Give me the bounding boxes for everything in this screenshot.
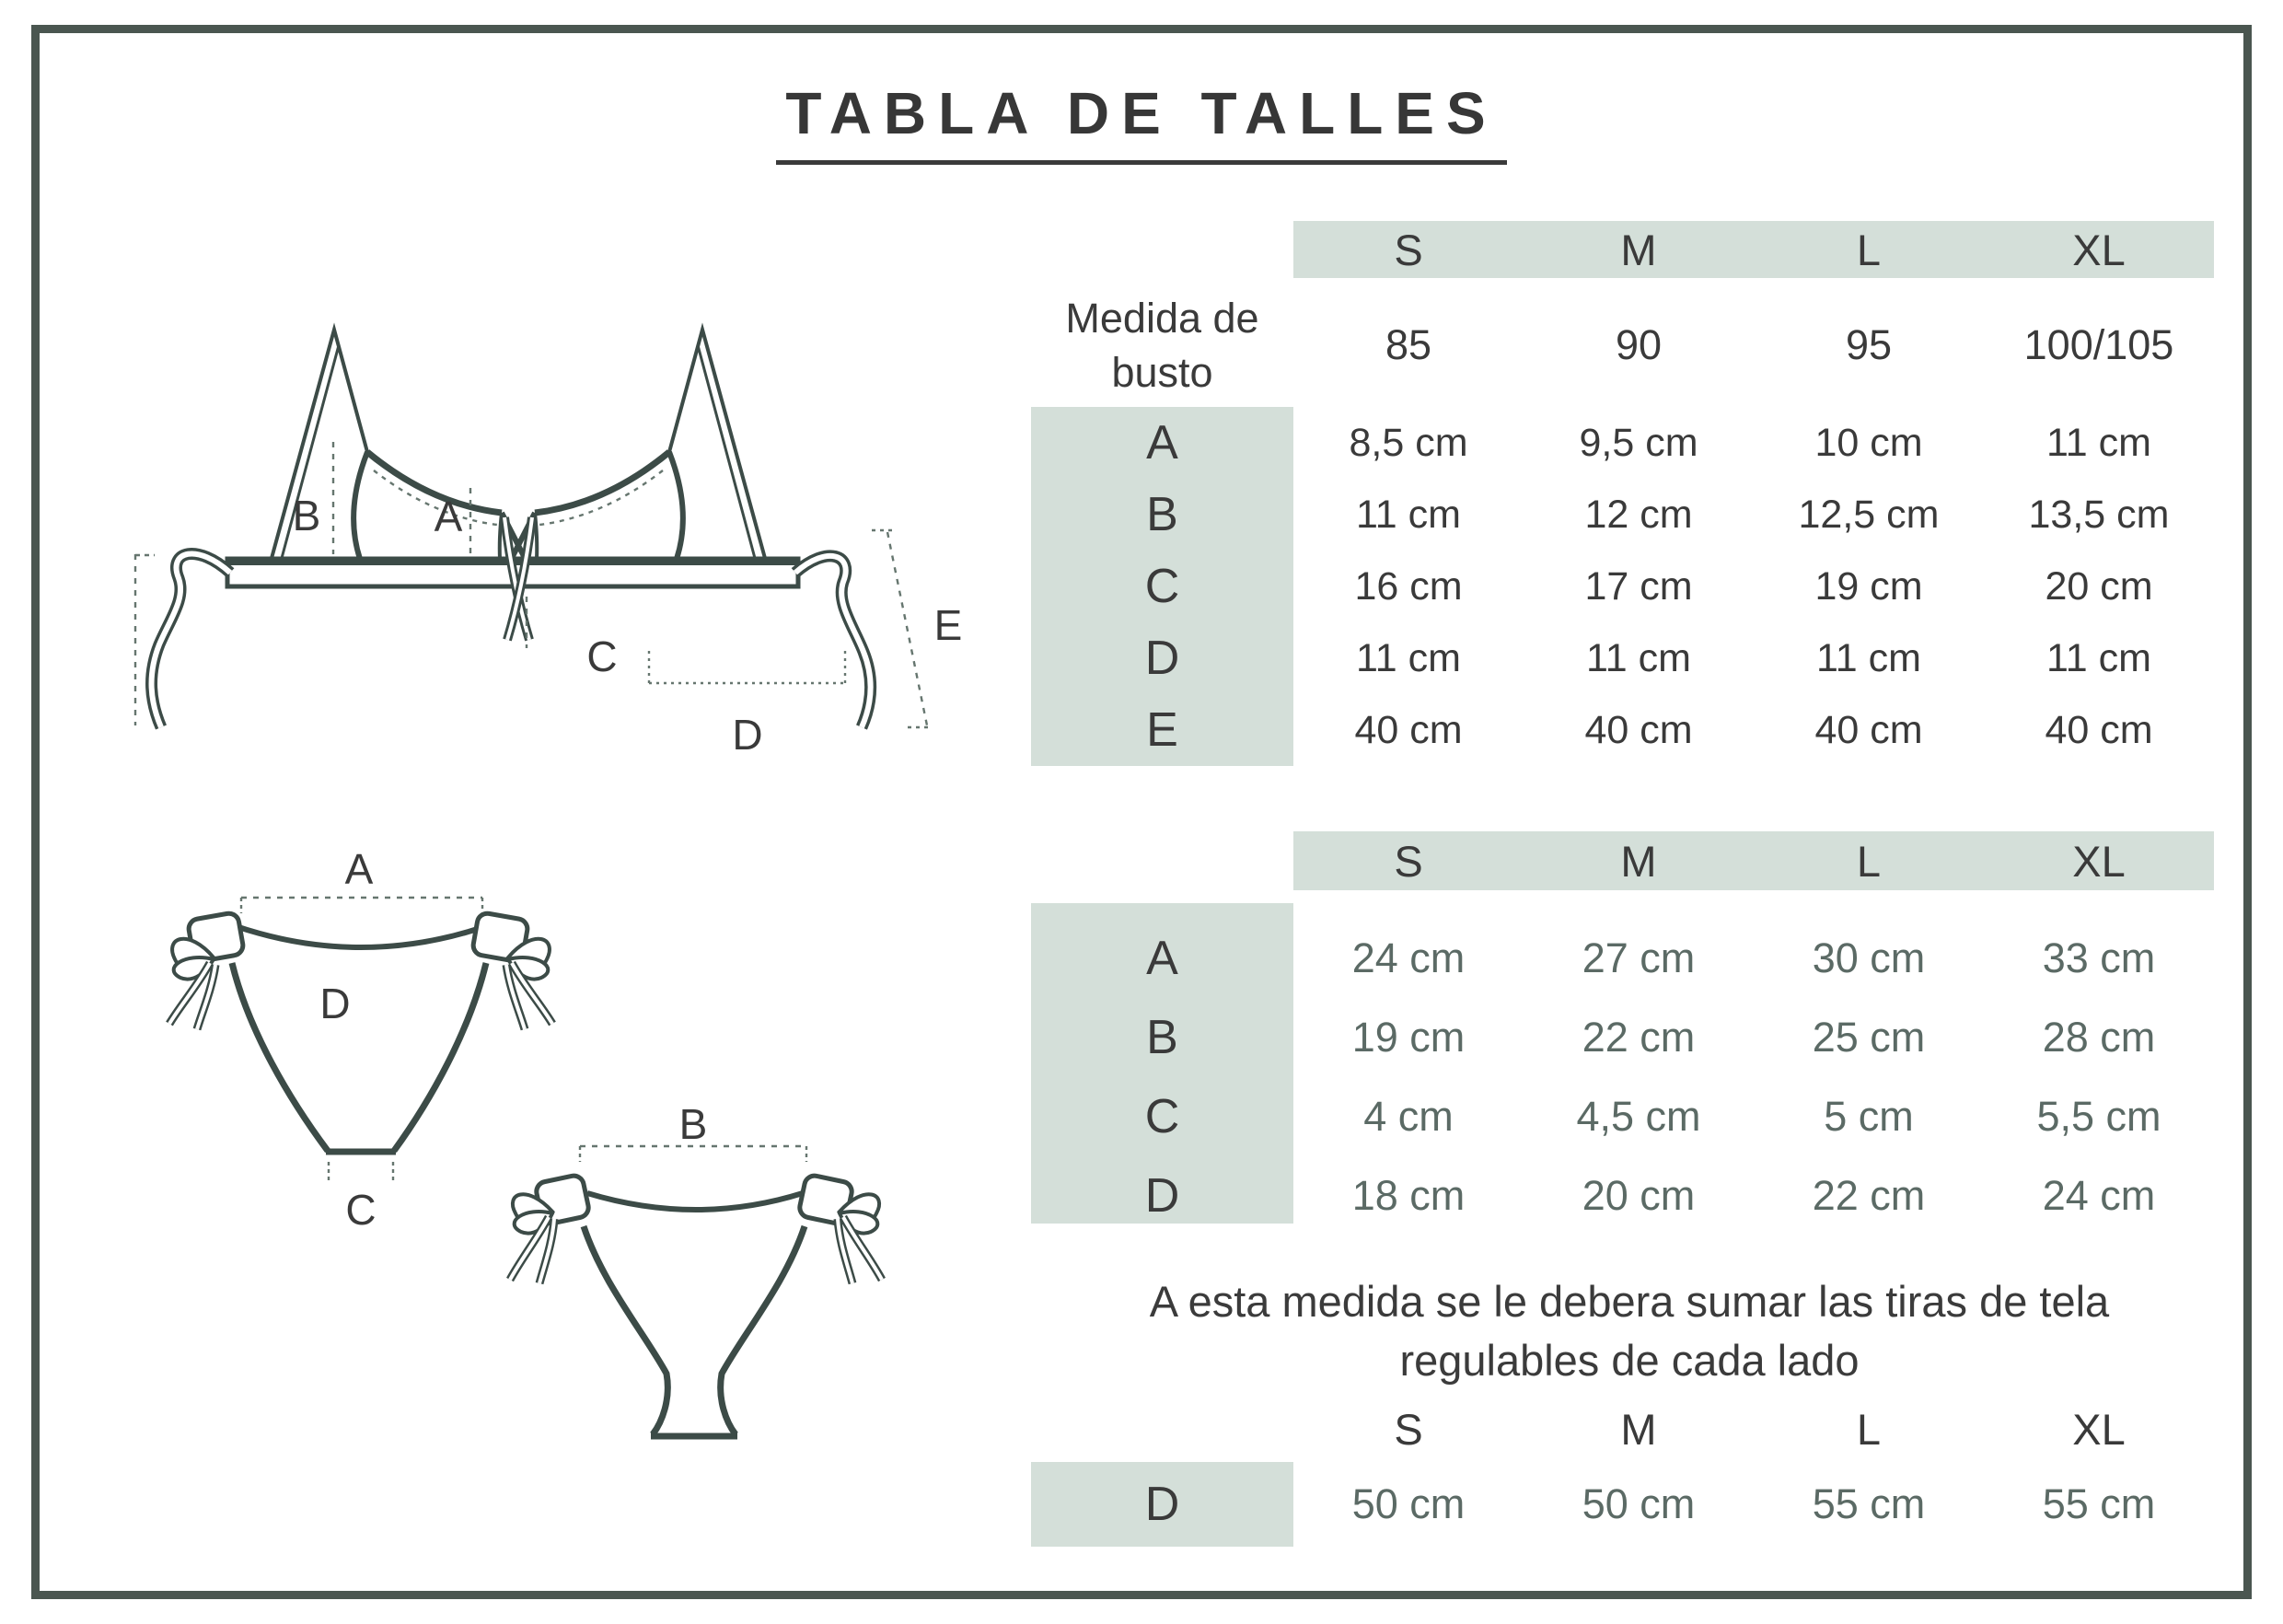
bottom-table-cell: 33 cm <box>2042 934 2156 981</box>
top-table-row-label-b: B <box>1146 488 1178 541</box>
top-diagram-label-c: C <box>586 632 618 680</box>
front-bottom-label-d: D <box>319 980 351 1027</box>
top-table-cell: 40 cm <box>1814 707 1923 752</box>
back-bottom-fill <box>584 1193 805 1434</box>
top-table-cell: 11 cm <box>1356 492 1461 537</box>
top-table-cell: 10 cm <box>1814 420 1923 465</box>
dim-e-line <box>887 532 927 725</box>
right-side-tie-hollow <box>795 556 871 727</box>
straps-table-row-label-d: D <box>1144 1478 1180 1531</box>
top-table-cell: 11 cm <box>2046 635 2151 680</box>
bottom-table-cell: 5 cm <box>1824 1093 1914 1140</box>
top-table-cell: 11 cm <box>1586 635 1691 680</box>
bikini-bottom-back-diagram <box>479 1100 921 1468</box>
top-table-cell: 40 cm <box>2045 707 2153 752</box>
straps-table-header-m: M <box>1620 1404 1657 1454</box>
left-cup-fill <box>353 452 502 559</box>
top-table-cell: 11 cm <box>1816 635 1921 680</box>
top-diagram-label-a: A <box>434 493 463 540</box>
bottom-table-cell: 24 cm <box>1351 934 1466 981</box>
top-table-cell: 19 cm <box>1814 563 1923 609</box>
straps-table-cell: 50 cm <box>1582 1480 1696 1527</box>
back-bottom-labels <box>679 1100 708 1148</box>
top-table-header-xl: XL <box>2072 225 2126 274</box>
straps-note <box>1031 1272 2228 1390</box>
top-diagram-label-b: B <box>292 492 321 539</box>
bottom-table-cell: 5,5 cm <box>2036 1093 2161 1140</box>
bottom-table-row-label-a: A <box>1146 932 1178 985</box>
top-table-cell: 13,5 cm <box>2028 492 2170 537</box>
bust-value-xl: 100/105 <box>2023 321 2174 368</box>
straps-table-header-s: S <box>1394 1404 1423 1454</box>
top-diagram-label-d: D <box>732 711 763 755</box>
bottom-table-header-xl: XL <box>2072 836 2126 886</box>
bottom-table-header-l: L <box>1856 836 1882 886</box>
left-side-tie-hollow <box>152 553 230 727</box>
straps-table-cell: 55 cm <box>1812 1480 1926 1527</box>
top-table-cell: 12 cm <box>1584 492 1693 537</box>
bust-measure-label-line2: busto <box>1111 349 1213 396</box>
bottom-table-cell: 4 cm <box>1363 1093 1454 1140</box>
bottom-table-row-label-c: C <box>1144 1090 1180 1143</box>
front-bottom-fill <box>232 926 486 1149</box>
bottom-table-cell: 22 cm <box>1812 1172 1926 1219</box>
top-table-cell: 17 cm <box>1584 563 1693 609</box>
right-cup-fill <box>535 452 683 559</box>
bottom-table-cell: 24 cm <box>2042 1172 2156 1219</box>
front-bottom-label-a: A <box>344 847 374 893</box>
top-table-row-label-a: A <box>1146 416 1178 470</box>
bottom-table-cell: 4,5 cm <box>1576 1093 1701 1140</box>
front-bottom-garment <box>187 911 528 1152</box>
bottom-table-cell: 28 cm <box>2042 1014 2156 1061</box>
top-table-header-s: S <box>1394 225 1423 274</box>
top-table-cell: 11 cm <box>2046 420 2151 465</box>
top-table-row-label-e: E <box>1146 703 1178 757</box>
bust-value-s: 85 <box>1385 321 1432 368</box>
top-table-header-m: M <box>1620 225 1657 274</box>
back-bottom-label-b: B <box>678 1100 708 1148</box>
top-table-cell: 40 cm <box>1354 707 1463 752</box>
back-bottom-garment <box>535 1174 853 1436</box>
bottom-table-cell: 20 cm <box>1582 1172 1696 1219</box>
bust-value-l: 95 <box>1845 321 1893 368</box>
straps-table-cell: 55 cm <box>2042 1480 2156 1527</box>
bottom-table-row-label-b: B <box>1146 1011 1178 1064</box>
bust-value-m: 90 <box>1615 321 1663 368</box>
straps-note-line2: regulables de cada lado <box>1399 1336 1860 1385</box>
bottom-table-cell: 22 cm <box>1582 1014 1696 1061</box>
bottom-table-cell: 30 cm <box>1812 934 1926 981</box>
straps-note-line1: A esta medida se le debera sumar las tiras de tela <box>1149 1277 2110 1326</box>
bottom-table-row-label-d: D <box>1144 1169 1180 1223</box>
top-diagram-label-e: E <box>933 601 963 649</box>
bottom-table-header-s: S <box>1394 836 1423 886</box>
bikini-top-diagram <box>120 313 985 755</box>
top-table-cell: 20 cm <box>2045 563 2153 609</box>
bottom-table-header-m: M <box>1620 836 1657 886</box>
top-table-cell: 11 cm <box>1356 635 1461 680</box>
top-table-cell: 12,5 cm <box>1798 492 1940 537</box>
straps-table-header-l: L <box>1856 1404 1882 1454</box>
top-table-row-label-d: D <box>1144 632 1180 685</box>
bottom-table-cell: 19 cm <box>1351 1014 1466 1061</box>
front-bottom-label-c: C <box>345 1186 377 1234</box>
page-title: TABLA DE TALLES <box>776 79 1506 165</box>
straps-table-header-xl: XL <box>2072 1404 2126 1454</box>
top-table-cell: 40 cm <box>1584 707 1693 752</box>
top-table-cell: 9,5 cm <box>1579 420 1698 465</box>
bottom-table-cell: 18 cm <box>1351 1172 1466 1219</box>
top-table-row-label-c: C <box>1144 560 1180 613</box>
bikini-top-straps <box>271 330 766 562</box>
straps-table-cell: 50 cm <box>1351 1480 1466 1527</box>
back-bottom-dimension-lines <box>580 1146 806 1162</box>
top-table-cell: 16 cm <box>1354 563 1463 609</box>
bust-measure-label-line1: Medida de <box>1065 294 1259 342</box>
top-table-cell: 8,5 cm <box>1349 420 1468 465</box>
bottom-table-cell: 25 cm <box>1812 1014 1926 1061</box>
top-table-header-l: L <box>1856 225 1882 274</box>
page-title-wrap <box>0 79 2283 165</box>
bottom-table-cell: 27 cm <box>1582 934 1696 981</box>
bust-measure-label <box>1031 278 1293 412</box>
